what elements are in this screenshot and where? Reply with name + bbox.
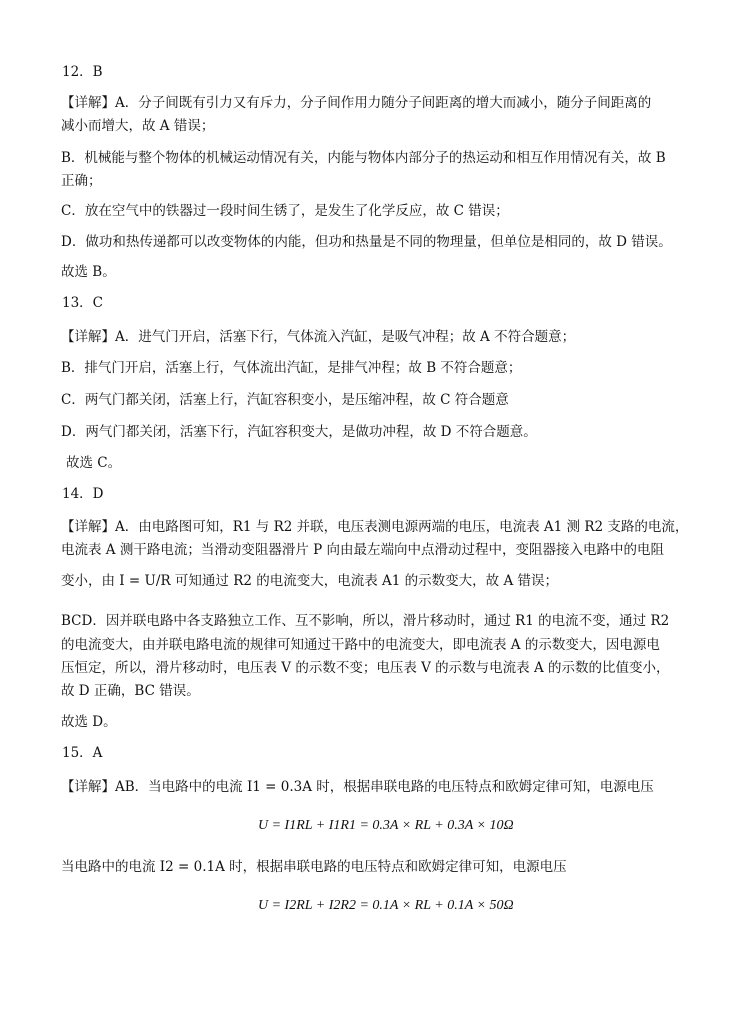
q13-conclusion: 故选 C。 [66, 455, 122, 471]
q12-line-3: B．机械能与整个物体的机械运动情况有关，内能与物体内部分子的热运动和相互作用情况有关，故 B [61, 150, 666, 166]
q12-line-4: 正确； [61, 173, 102, 189]
q13-line-3: C．两气门都关闭，活塞上行，汽缸容积变小，是压缩冲程，故 C 符合题意 [61, 392, 509, 408]
answer-15-heading: 15．A [62, 745, 103, 761]
q13-line-4: D．两气门都关闭，活塞下行，汽缸容积变大，是做功冲程，故 D 不符合题意。 [61, 424, 537, 440]
q12-line-1: 【详解】A．分子间既有引力又有斥力，分子间作用力随分子间距离的增大而减小，随分子间距离的 [61, 95, 652, 111]
q14-line-2: 电流表 A 测干路电流；当滑动变阻器滑片 P 向由最左端向中点滑动过程中，变阻器接入电路中的电阻 [61, 542, 664, 558]
q14-line-4: BCD．因并联电路中各支路独立工作、互不影响，所以，滑片移动时，通过 R1 的电流不变，通过 R2 [61, 613, 670, 629]
q14-line-3: 变小，由 I = U/R 可知通过 R2 的电流变大，电流表 A1 的示数变大，故 A 错误； [61, 573, 558, 589]
answer-14-heading: 14．D [62, 486, 104, 502]
equation-1: U = I1RL + I1R1 = 0.3A × RL + 0.3A × 10Ω [258, 818, 514, 833]
q14-line-1: 【详解】A．由电路图可知，R1 与 R2 并联，电压表测电源两端的电压，电流表 A1 测 R2 支路的电流， [61, 519, 689, 535]
q13-line-2: B．排气门开启，活塞上行，气体流出汽缸，是排气冲程；故 B 不符合题意； [61, 360, 522, 376]
q14-line-5: 的电流变大，由并联电路电流的规律可知通过干路中的电流变大，即电流表 A 的示数变大，因电源电 [61, 637, 660, 653]
q15-line-2: 当电路中的电流 I2 = 0.1A 时，根据串联电路的电压特点和欧姆定律可知，电源电压 [61, 859, 567, 875]
q12-line-2: 减小而增大，故 A 错误； [61, 118, 215, 134]
q14-conclusion: 故选 D。 [61, 714, 117, 730]
answer-12-heading: 12．B [62, 64, 103, 80]
q12-conclusion: 故选 B。 [61, 264, 116, 280]
equation-2: U = I2RL + I2R2 = 0.1A × RL + 0.1A × 50Ω [258, 898, 514, 913]
q12-line-6: D．做功和热传递都可以改变物体的内能，但功和热量是不同的物理量，但单位是相同的，故 D 错误。 [61, 234, 672, 250]
answer-13-heading: 13．C [62, 295, 104, 311]
q14-line-6: 压恒定，所以，滑片移动时，电压表 V 的示数不变；电压表 V 的示数与电流表 A 的示数的比值变小， [61, 660, 670, 676]
q12-line-5: C．放在空气中的铁器过一段时间生锈了，是发生了化学反应，故 C 错误； [61, 203, 509, 219]
q13-line-1: 【详解】A．进气门开启，活塞下行，气体流入汽缸，是吸气冲程；故 A 不符合题意； [61, 329, 576, 345]
q15-line-1: 【详解】AB．当电路中的电流 I1 = 0.3A 时，根据串联电路的电压特点和欧姆定律可知，电源电压 [61, 779, 654, 795]
q14-line-7: 故 D 正确，BC 错误。 [61, 683, 200, 699]
